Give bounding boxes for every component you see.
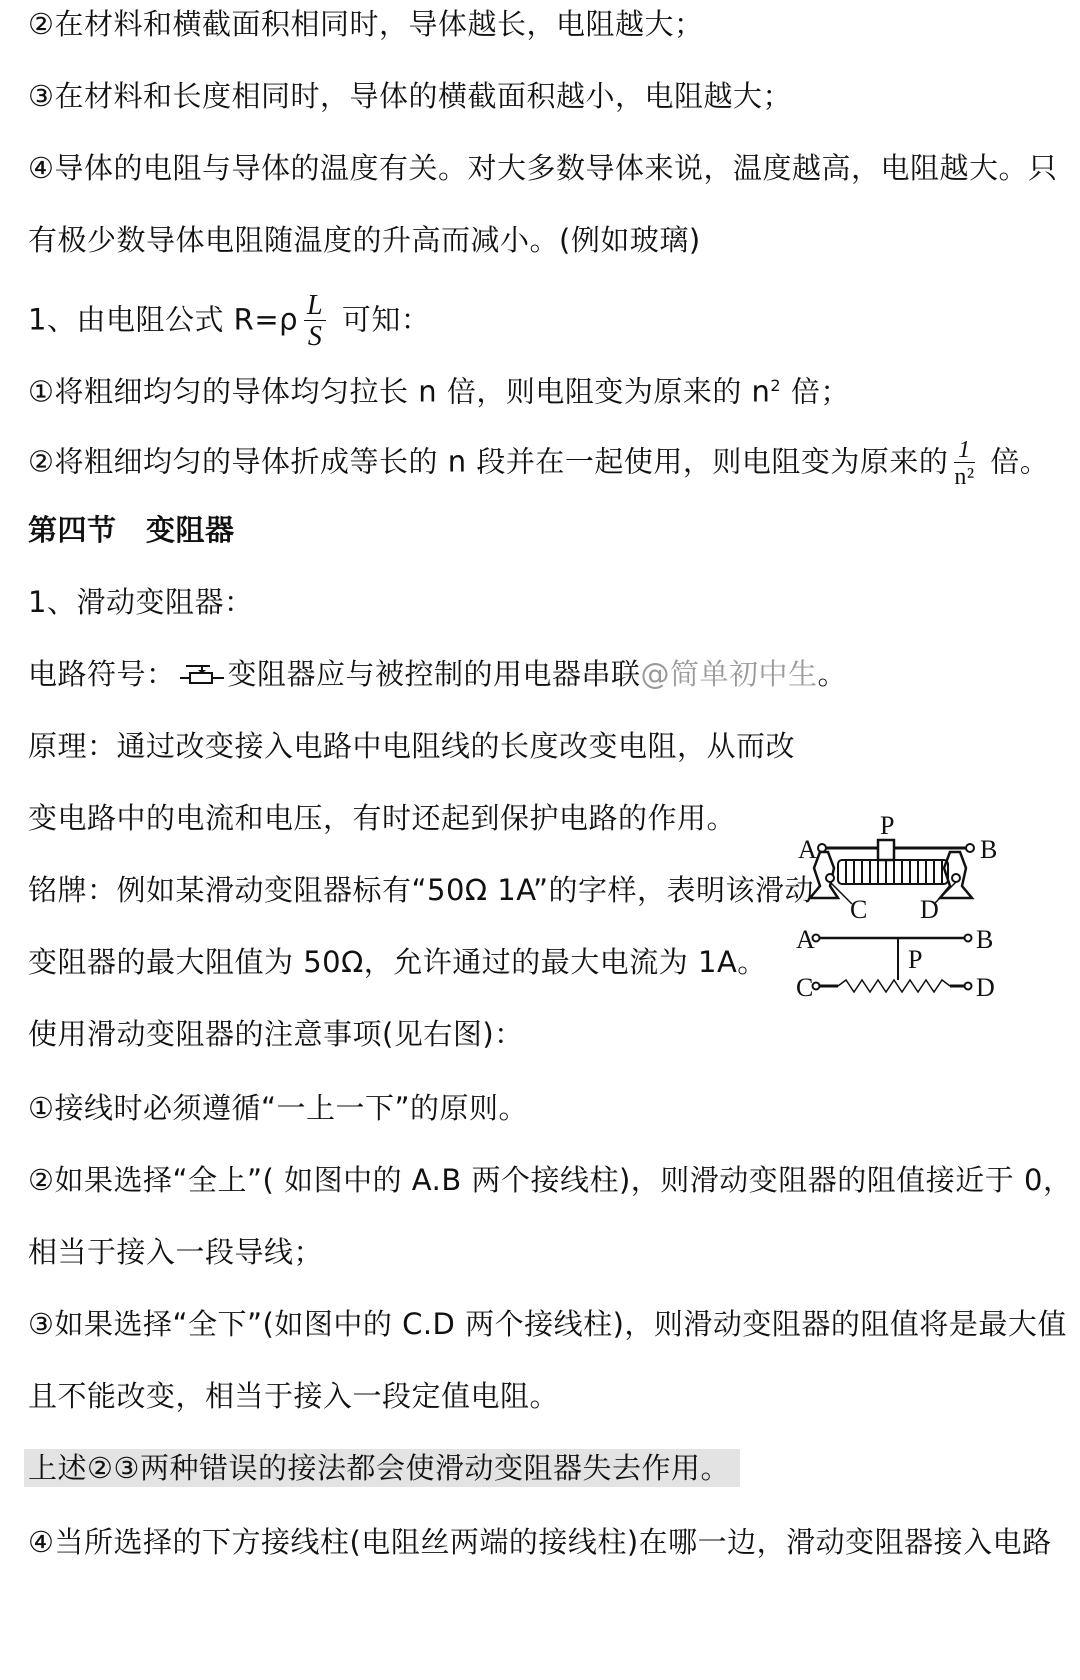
rheostat-device-drawing — [810, 840, 974, 904]
formula-suffix: 可知： — [332, 302, 431, 337]
text-line-1: ②在材料和横截面积相同时，导体越长，电阻越大； — [28, 7, 704, 41]
device-label-p: P — [880, 811, 895, 840]
line7-prefix: ②将粗细均匀的导体折成等长的 n 段并在一起使用，则电阻变为原来的 — [28, 444, 949, 479]
schematic-label-p: P — [908, 945, 923, 974]
fraction-numerator: L — [304, 292, 326, 321]
formula-fraction — [304, 292, 326, 351]
text-line-4: 有极少数导体电阻随温度的升高而减小。(例如玻璃) — [28, 223, 701, 257]
text-line-22: ④当所选择的下方接线柱(电阻丝两端的接线柱)在哪一边，滑动变阻器接入电路 — [28, 1525, 1052, 1559]
formula-line — [28, 292, 430, 351]
rheostat-schematic — [813, 935, 972, 993]
line7-suffix: 倍。 — [980, 444, 1050, 479]
text-line-20: 且不能改变，相当于接入一段定值电阻。 — [28, 1379, 560, 1413]
line6-prefix: ①将粗细均匀的导体均匀拉长 n 倍，则电阻变为原来的 n — [28, 374, 771, 409]
text-line-9: 1、滑动变阻器： — [28, 585, 254, 619]
text-line-10 — [28, 654, 847, 696]
schematic-label-b: B — [976, 925, 994, 954]
symbol-prefix: 电路符号： — [28, 657, 176, 691]
device-label-d: D — [920, 895, 939, 924]
text-line-12: 变电路中的电流和电压，有时还起到保护电路的作用。 — [28, 801, 737, 835]
device-label-b: B — [980, 835, 998, 864]
text-line-21 — [28, 1448, 740, 1488]
symbol-end: 。 — [817, 657, 848, 691]
text-line-17: ②如果选择“全上”( 如图中的 A.B 两个接线柱)，则滑动变阻器的阻值接近于 0， — [28, 1163, 1073, 1197]
section-heading: 第四节 变阻器 — [28, 513, 235, 547]
fraction-denominator: S — [307, 321, 323, 352]
device-label-c: C — [850, 895, 868, 924]
schematic-label-d: D — [976, 973, 995, 1002]
highlighted-note: 上述②③两种错误的接法都会使滑动变阻器失去作用。 — [24, 1449, 740, 1487]
line7-fraction — [954, 438, 974, 489]
rheostat-symbol-icon — [180, 656, 224, 696]
text-line-7 — [28, 438, 1049, 489]
text-line-14: 变阻器的最大阻值为 50Ω，允许通过的最大电流为 1A。 — [28, 945, 767, 979]
line7-fraction-denominator: n² — [954, 464, 975, 490]
text-line-18: 相当于接入一段导线； — [28, 1235, 324, 1269]
schematic-label-a: A — [796, 925, 815, 954]
formula-prefix: 1、由电阻公式 R=ρ — [28, 302, 299, 337]
text-line-3: ④导体的电阻与导体的温度有关。对大多数导体来说，温度越高，电阻越大。只 — [28, 151, 1058, 185]
schematic-label-c: C — [796, 973, 814, 1002]
line6-superscript: 2 — [770, 376, 782, 395]
text-line-16: ①接线时必须遵循“一上一下”的原则。 — [28, 1091, 529, 1125]
text-line-19: ③如果选择“全下”(如图中的 C.D 两个接线柱)，则滑动变阻器的阻值将是最大值 — [28, 1307, 1067, 1341]
line7-fraction-numerator: 1 — [954, 438, 974, 463]
rheostat-figure — [796, 808, 1040, 1048]
device-label-a: A — [798, 835, 817, 864]
text-line-15: 使用滑动变阻器的注意事项(见右图)： — [28, 1017, 524, 1051]
symbol-description: 变阻器应与被控制的用电器串联 — [227, 657, 641, 691]
text-line-6 — [28, 366, 850, 412]
watermark: @简单初中生 — [640, 657, 818, 691]
text-line-2: ③在材料和长度相同时，导体的横截面积越小，电阻越大； — [28, 79, 792, 113]
line6-suffix: 倍； — [781, 374, 850, 409]
text-line-11: 原理：通过改变接入电路中电阻线的长度改变电阻，从而改 — [28, 729, 796, 763]
text-line-13: 铭牌：例如某滑动变阻器标有“50Ω 1A”的字样，表明该滑动 — [28, 873, 815, 907]
